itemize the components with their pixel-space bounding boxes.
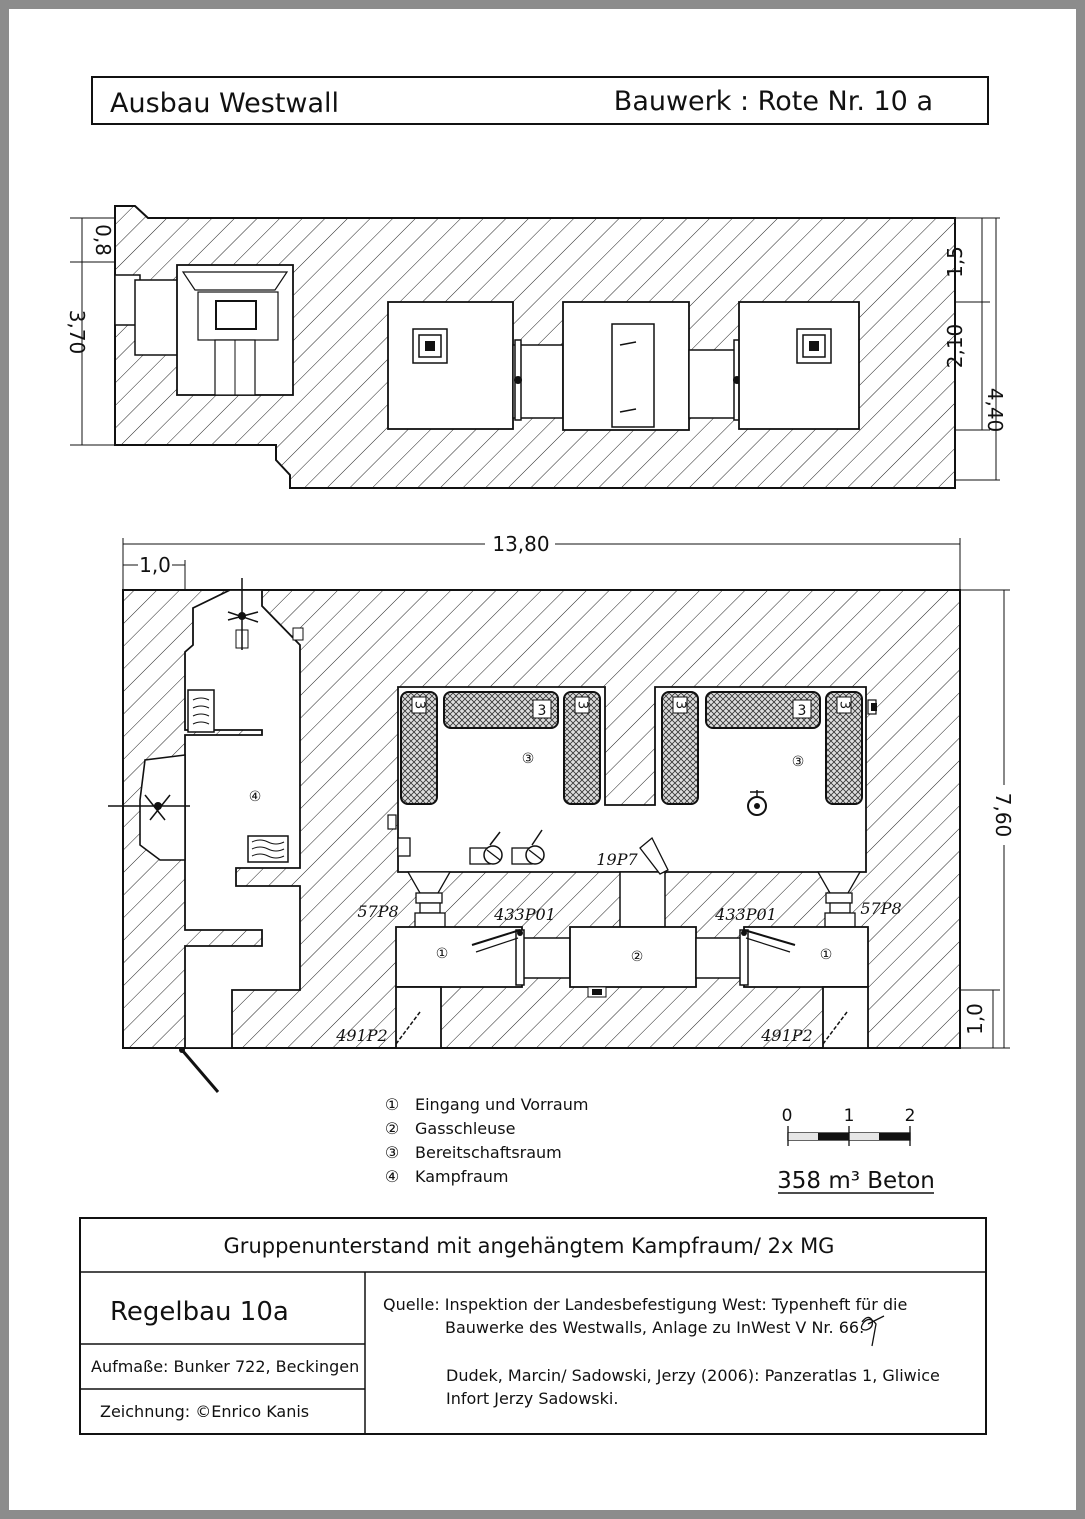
stove-icon [398, 838, 410, 856]
header-right-title: Bauwerk : Rote Nr. 10 a [613, 86, 933, 117]
dim-height: 7,60 [991, 792, 1015, 838]
bunk-number: 3 [672, 700, 688, 710]
room-marker-3-left: ③ [521, 751, 535, 767]
dim-wall-top: 0,8 [91, 224, 115, 256]
title-block-drawing: Zeichnung: ©Enrico Kanis [100, 1402, 310, 1421]
label-57p8-right: 57P8 [860, 899, 902, 918]
dim-overall-width: 13,80 [492, 532, 550, 556]
ammo-box [188, 690, 214, 732]
header-left-title: Ausbau Westwall [110, 88, 340, 119]
room-marker-2: ② [630, 949, 644, 965]
title-block-title: Gruppenunterstand mit angehängtem Kampfraum/ 2x MG [223, 1234, 835, 1258]
section-room-right [739, 302, 859, 429]
periscope-shaft [620, 872, 665, 927]
legend-marker: ① [384, 1095, 400, 1114]
bunk-number: 3 [797, 703, 807, 719]
passage-left [522, 938, 570, 978]
room-marker-1-right: ① [819, 947, 833, 963]
legend-label: Bereitschaftsraum [415, 1143, 562, 1162]
legend-label: Eingang und Vorraum [415, 1095, 589, 1114]
scale-tick: 2 [904, 1106, 916, 1126]
legend-marker: ② [384, 1119, 400, 1138]
section-passage-right [689, 350, 739, 418]
legend-marker: ④ [384, 1167, 400, 1186]
title-block-type: Regelbau 10a [110, 1297, 289, 1327]
scale-bar [777, 1106, 935, 1194]
dim-room-height: 2,10 [943, 323, 967, 369]
legend-label: Kampfraum [415, 1167, 509, 1186]
legend-marker: ③ [384, 1143, 400, 1162]
section-embrasure-frame [135, 280, 180, 355]
source-2-line-1: Dudek, Marcin/ Sadowski, Jerzy (2006): Panzeratlas 1, Gliwice [446, 1366, 940, 1385]
bunk-number: 3 [574, 700, 590, 710]
bunk-number: 3 [411, 700, 427, 710]
legend [385, 1095, 589, 1186]
label-433p01-left: 433P01 [494, 905, 556, 924]
emergency-exit-icon [182, 1050, 218, 1092]
scale-tick: 0 [781, 1106, 793, 1126]
section-embrasure-window [216, 301, 256, 329]
legend-label: Gasschleuse [415, 1119, 516, 1138]
section-room-left [388, 302, 513, 429]
embrasure-west [140, 755, 185, 860]
source-1-line-2: Bauwerke des Westwalls, Anlage zu InWest V Nr. 66. [445, 1318, 865, 1337]
hatch-icon [388, 815, 396, 829]
bunk-number: 3 [537, 703, 547, 719]
dim-section-height-right: 4,40 [983, 387, 1007, 433]
source-2-line-2: Infort Jerzy Sadowski. [446, 1389, 619, 1408]
bunk-number: 3 [836, 700, 852, 710]
label-433p01-right: 433P01 [715, 905, 777, 924]
room-marker-4: ④ [248, 789, 262, 805]
source-1-line-1: Quelle: Inspektion der Landesbefestigung West: Typenheft für die [383, 1295, 908, 1314]
entrance-right [823, 987, 868, 1048]
scale-tick: 1 [843, 1106, 855, 1126]
floor-plan [108, 532, 1015, 1092]
entrance-left [396, 987, 441, 1048]
kampfraum-room [185, 590, 300, 1048]
header [92, 77, 988, 124]
label-491p2-left: 491P2 [336, 1026, 388, 1045]
dim-left-wall: 1,0 [139, 553, 171, 577]
title-block [80, 1218, 986, 1434]
label-491p2-right: 491P2 [761, 1026, 813, 1045]
concrete-volume: 358 m³ Beton [777, 1168, 935, 1194]
passage-right [696, 938, 744, 978]
drawing-sheet [9, 9, 1076, 1510]
label-19p7: 19P7 [596, 850, 638, 869]
title-block-measured: Aufmaße: Bunker 722, Beckingen [91, 1357, 360, 1376]
periscope-icon [293, 628, 303, 640]
room-marker-1-left: ① [435, 946, 449, 962]
dim-section-height-left: 3,70 [65, 309, 89, 355]
blueprint-svg [9, 9, 1076, 1510]
dim-ceiling: 1,5 [943, 246, 967, 278]
gas-door-icon [612, 324, 654, 427]
label-57p8-left: 57P8 [357, 902, 399, 921]
room-marker-3-right: ③ [791, 754, 805, 770]
section-view [65, 206, 1007, 488]
dim-bottom-wall: 1,0 [963, 1003, 987, 1035]
